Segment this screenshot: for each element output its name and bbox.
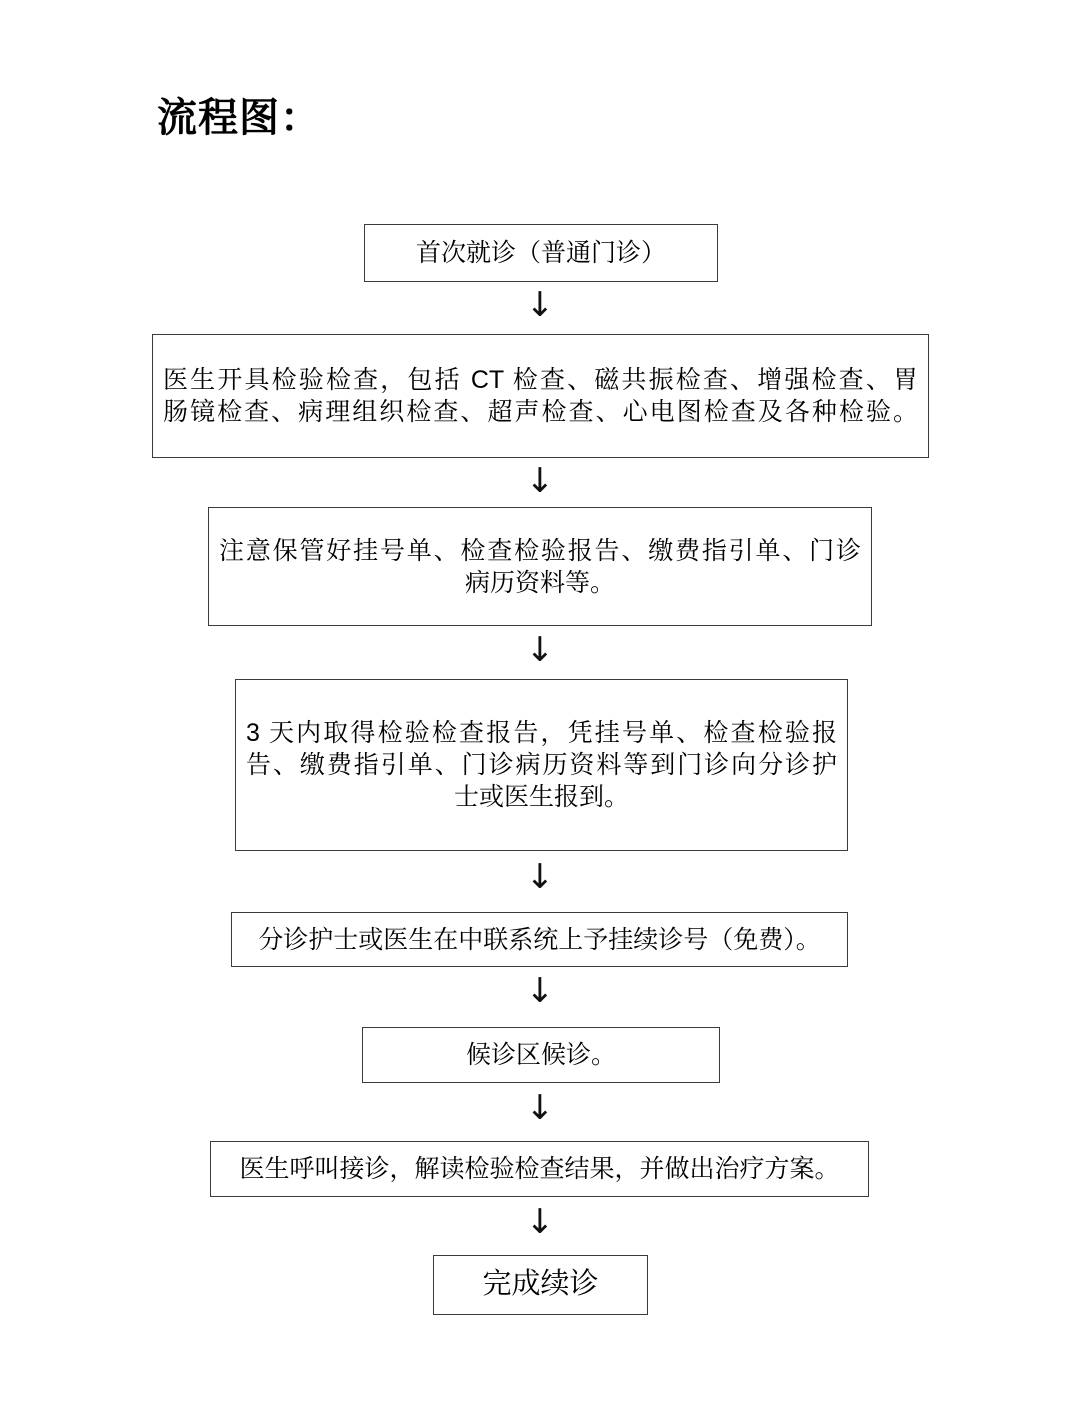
down-arrow-icon: ↓: [525, 857, 555, 897]
down-arrow-icon: ↓: [525, 461, 555, 501]
flow-node-line: 候诊区候诊。: [465, 1041, 616, 1069]
flow-node-free-followup-registration: [231, 912, 848, 967]
flow-node-first-visit: [364, 224, 718, 282]
down-arrow-icon: ↓: [525, 1202, 555, 1242]
down-arrow-icon: ↓: [525, 630, 555, 670]
flow-node-line: 病历资料等。: [464, 568, 615, 597]
flow-node-collect-reports-3days: [235, 679, 848, 851]
flow-node-line: 分诊护士或医生在中联系统上予挂续诊号（免费）。: [258, 925, 821, 954]
flow-node-line: 3 天内取得检验检查报告，凭挂号单、检查检验报: [246, 719, 837, 747]
flow-node-doctor-orders-tests: [152, 334, 929, 458]
flow-node-line: 告、缴费指引单、门诊病历资料等到门诊向分诊护: [246, 751, 837, 779]
page-title: 流程图：: [157, 96, 321, 140]
down-arrow-icon: ↓: [525, 1088, 555, 1128]
flow-node-line: 首次就诊（普通门诊）: [415, 239, 666, 267]
flow-node-line: 士或医生报到。: [453, 783, 629, 811]
flow-node-doctor-consultation: [210, 1141, 869, 1197]
flow-node-line: 医生呼叫接诊，解读检验检查结果，并做出治疗方案。: [239, 1155, 840, 1183]
flow-node-line: 完成续诊: [482, 1268, 599, 1301]
flow-node-line: 肠镜检查、病理组织检查、超声检查、心电图检查及各种检验。: [163, 398, 918, 426]
flow-node-keep-documents: [208, 507, 872, 626]
down-arrow-icon: ↓: [525, 285, 555, 325]
flow-node-line: 医生开具检验检查，包括 CT 检查、磁共振检查、增强检查、胃: [163, 366, 918, 394]
flow-node-line: 注意保管好挂号单、检查检验报告、缴费指引单、门诊: [219, 536, 861, 565]
flow-node-followup-complete: [433, 1255, 648, 1315]
flow-node-waiting-area: [362, 1027, 720, 1083]
down-arrow-icon: ↓: [525, 971, 555, 1011]
